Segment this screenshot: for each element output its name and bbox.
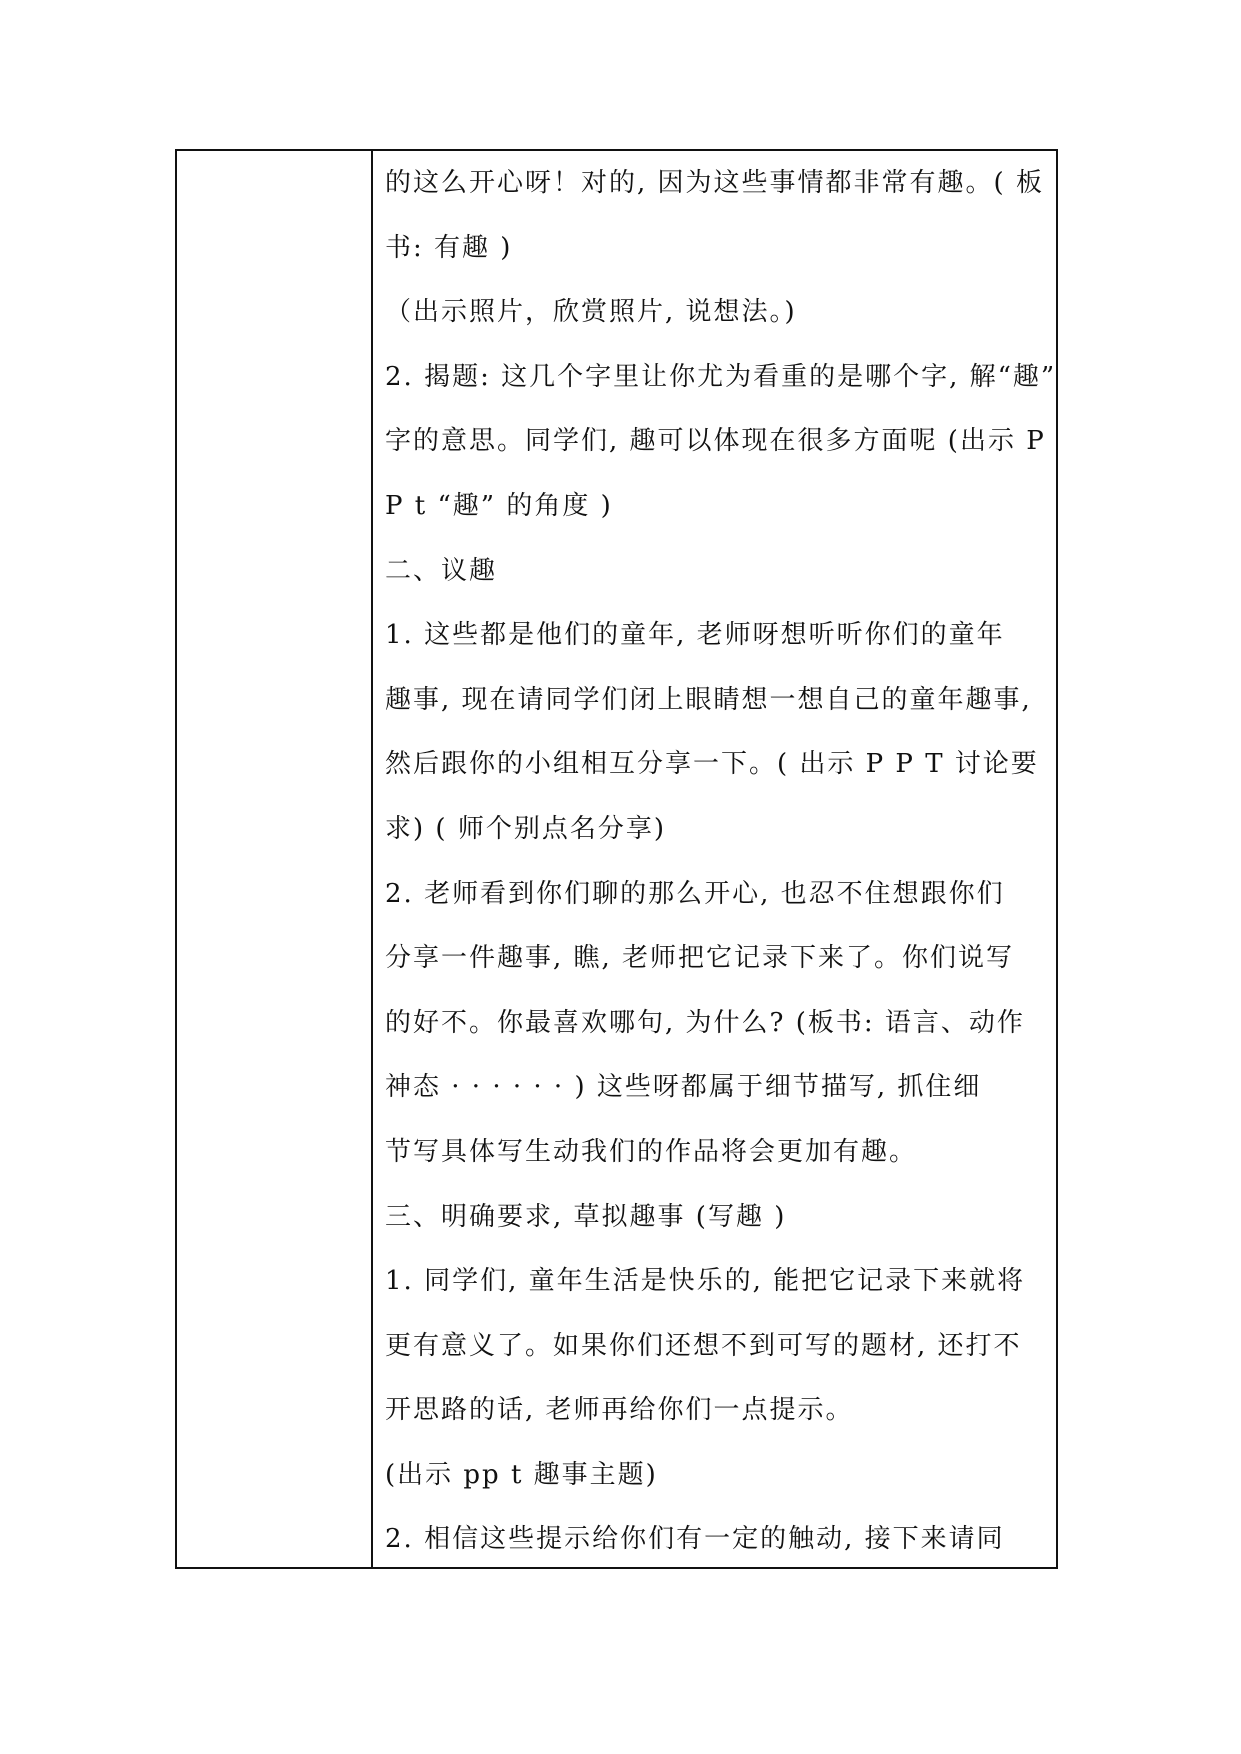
text-line: 趣事, 现在请同学们闭上眼睛想一想自己的童年趣事, — [385, 684, 1032, 715]
section-heading: 二、议趣 — [385, 555, 498, 586]
table-left-cell — [177, 151, 373, 1567]
text-line: 2. 揭题: 这几个字里让你尤为看重的是哪个字, 解“趣” — [385, 361, 1056, 392]
text-line: 1. 同学们, 童年生活是快乐的, 能把它记录下来就将 — [385, 1266, 1026, 1297]
text-line: 2. 老师看到你们聊的那么开心, 也忍不住想跟你们 — [385, 878, 1005, 909]
section-heading: 三、明确要求, 草拟趣事 (写趣 ) — [385, 1201, 787, 1232]
text-line: 的好不。你最喜欢哪句, 为什么? (板书: 语言、动作 — [385, 1007, 1025, 1038]
text-line: 求) ( 师个别点名分享) — [385, 813, 666, 844]
text-line: 神态 · · · · · · ) 这些呀都属于细节描写, 抓住细 — [385, 1072, 982, 1103]
text-line: 2. 相信这些提示给你们有一定的触动, 接下来请同 — [385, 1524, 1005, 1555]
text-line: 节写具体写生动我们的作品将会更加有趣。 — [385, 1136, 918, 1167]
text-line: 1. 这些都是他们的童年, 老师呀想听听你们的童年 — [385, 620, 1005, 651]
text-line: （出示照片，欣赏照片, 说想法。) — [385, 297, 797, 328]
text-line: (出示 pp t 趣事主题) — [385, 1459, 658, 1490]
text-line: 的这么开心呀！对的, 因为这些事情都非常有趣。( 板 — [385, 168, 1044, 198]
lesson-plan-table — [175, 149, 1058, 1569]
text-line: 开思路的话, 老师再给你们一点提示。 — [385, 1395, 854, 1426]
text-line: 分享一件趣事, 瞧, 老师把它记录下来了。你们说写 — [385, 943, 1015, 974]
text-line: P t “趣” 的角度 ) — [385, 490, 613, 521]
text-line: 书: 有趣 ) — [385, 232, 513, 263]
table-content-cell — [373, 151, 1056, 1567]
text-line: 然后跟你的小组相互分享一下。( 出示 P P T 讨论要 — [385, 749, 1039, 780]
text-line: 字的意思。同学们, 趣可以体现在很多方面呢 (出示 P — [385, 426, 1046, 457]
text-line: 更有意义了。如果你们还想不到可写的题材, 还打不 — [385, 1330, 1022, 1361]
